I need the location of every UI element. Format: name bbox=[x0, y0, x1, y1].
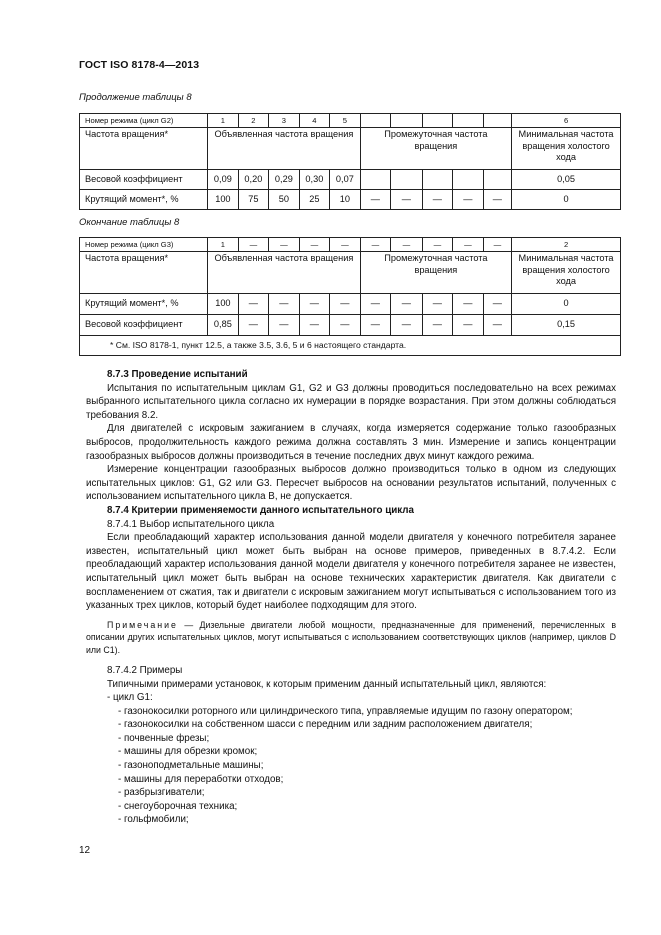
torque-cell: — bbox=[453, 190, 484, 210]
torque-cell: 25 bbox=[299, 190, 330, 210]
document-header: ГОСТ ISO 8178-4—2013 bbox=[79, 59, 200, 71]
mode-cell: — bbox=[238, 238, 269, 252]
torque-label: Крутящий момент*, % bbox=[80, 294, 208, 315]
torque-cell: — bbox=[391, 294, 423, 315]
weight-cell: — bbox=[238, 315, 269, 336]
table-g2 bbox=[79, 113, 621, 210]
mode-cell: — bbox=[483, 238, 511, 252]
torque-cell: — bbox=[360, 190, 391, 210]
speed-min: Минимальная частота вращения холостого хода bbox=[512, 252, 621, 294]
weight-cell: 0,20 bbox=[238, 170, 269, 190]
weight-cell: 0,29 bbox=[269, 170, 300, 190]
mode-label: Номер режима (цикл G3) bbox=[80, 238, 208, 252]
weight-cell: 0,30 bbox=[299, 170, 330, 190]
torque-cell: 100 bbox=[208, 190, 239, 210]
section-title: 8.7.4 Критерии применяемости данного испытательного цикла bbox=[107, 504, 414, 516]
weight-cell bbox=[453, 170, 484, 190]
table-g3 bbox=[79, 237, 621, 356]
speed-label: Частота вращения* bbox=[80, 128, 208, 170]
empty-cell bbox=[453, 114, 484, 128]
list-item: - разбрызгиватели; bbox=[118, 787, 205, 799]
weight-label: Весовой коэффициент bbox=[80, 315, 208, 336]
torque-cell: 10 bbox=[330, 190, 361, 210]
weight-cell: 0,05 bbox=[512, 170, 621, 190]
torque-cell: — bbox=[360, 294, 391, 315]
weight-cell bbox=[391, 170, 423, 190]
table-footnote: * См. ISO 8178-1, пункт 12.5, а также 3.5, 3.6, 5 и 6 настоящего стандарта. bbox=[80, 336, 621, 356]
weight-cell: — bbox=[422, 315, 453, 336]
paragraph: Испытания по испытательным циклам G1, G2 и G3 должны проводиться последовательно на всех режимах выбранного испытательного цикла согласно их нумерации в порядке возрастания. При этом должны соблюдаться требования 8.2. bbox=[86, 382, 616, 421]
weight-cell: 0,15 bbox=[512, 315, 621, 336]
page-number: 12 bbox=[79, 845, 91, 856]
mode-cell: — bbox=[391, 238, 423, 252]
paragraph: Если преобладающий характер использования данной модели двигателя у конечного потребителя заранее известен, испытательный цикл может быть выбран на основе примеров, приведенных в 8.7.4.2. Если преобладающий характер использования данной модели двигателя у конечного потребителя заранее не известен, испытательный цикл может быть выбран на основе технических характеристик двигателя. Как двигатели с воспламенением от сжатия, так и двигатели с искровым зажиганием могут испытываться с использованием того из указанных трех циклов, который будет наиболее подходящим для этого. bbox=[86, 532, 616, 612]
weight-cell: 0,07 bbox=[330, 170, 361, 190]
list-item: - цикл G1: bbox=[107, 692, 153, 704]
torque-cell: — bbox=[483, 190, 511, 210]
weight-cell: 0,85 bbox=[208, 315, 239, 336]
section-title: 8.7.3 Проведение испытаний bbox=[107, 369, 248, 380]
example-list bbox=[86, 691, 616, 827]
mode-cell: 3 bbox=[269, 114, 300, 128]
mode-cell: 2 bbox=[238, 114, 269, 128]
torque-cell: 50 bbox=[269, 190, 300, 210]
weight-cell: — bbox=[330, 315, 361, 336]
mode-cell: 4 bbox=[299, 114, 330, 128]
empty-cell bbox=[422, 114, 453, 128]
mode-cell: 2 bbox=[512, 238, 621, 252]
table-caption: Продолжение таблицы 8 bbox=[79, 92, 192, 103]
list-item: - газоноподметальные машины; bbox=[118, 760, 264, 772]
list-item: - газонокосилки на собственном шасси с передним или задним расположением двигателя; bbox=[118, 719, 533, 731]
subsection-title: 8.7.4.2 Примеры bbox=[107, 664, 183, 676]
mode-cell: 5 bbox=[330, 114, 361, 128]
torque-cell: — bbox=[238, 294, 269, 315]
mode-label: Номер режима (цикл G2) bbox=[80, 114, 208, 128]
table-caption: Окончание таблицы 8 bbox=[79, 217, 180, 228]
speed-label: Частота вращения* bbox=[80, 252, 208, 294]
weight-cell bbox=[422, 170, 453, 190]
paragraph: Измерение концентрации газообразных выбросов должно производиться только в одном из следующих испытательных циклов: G1, G2 или G3. Пересчет выбросов на основании результатов испытаний, полученных с использованием испытательного цикла В, не допускается. bbox=[86, 464, 616, 503]
note-text: — Дизельные двигатели любой мощности, предназначенные для применений, перечисленных в описании других испытательных циклов, могут испытываться с использованием соответствующих циклов (например, циклов D или C1). bbox=[86, 619, 616, 655]
list-item: - газонокосилки роторного или цилиндрического типа, управляемые идущим по газону оператором; bbox=[118, 705, 573, 717]
speed-intermediate: Промежуточная частота вращения bbox=[360, 128, 511, 170]
torque-cell: — bbox=[391, 190, 423, 210]
torque-cell: 100 bbox=[208, 294, 239, 315]
speed-min: Минимальная частота вращения холостого хода bbox=[512, 128, 621, 170]
weight-cell: — bbox=[360, 315, 391, 336]
note-label: Примечание bbox=[107, 619, 178, 630]
mode-cell: — bbox=[453, 238, 484, 252]
weight-cell: 0,09 bbox=[208, 170, 239, 190]
list-item: - почвенные фрезы; bbox=[118, 732, 210, 744]
torque-label: Крутящий момент*, % bbox=[80, 190, 208, 210]
weight-cell: — bbox=[483, 315, 511, 336]
empty-cell bbox=[483, 114, 511, 128]
empty-cell bbox=[360, 114, 391, 128]
weight-cell: — bbox=[391, 315, 423, 336]
mode-cell: 1 bbox=[208, 114, 239, 128]
speed-declared: Объявленная частота вращения bbox=[208, 128, 361, 170]
empty-cell bbox=[391, 114, 423, 128]
mode-cell: — bbox=[360, 238, 391, 252]
paragraph: Для двигателей с искровым зажиганием в случаях, когда измеряется содержание только газообразных выбросов, продолжительность каждого режима должна составлять 3 мин. Измерение и запись концентрации газообразных выбросов должны производиться в течение последних двух минут каждого режима. bbox=[86, 423, 616, 462]
weight-cell: — bbox=[299, 315, 330, 336]
torque-cell: — bbox=[299, 294, 330, 315]
mode-cell: 1 bbox=[208, 238, 239, 252]
subsection-title: 8.7.4.1 Выбор испытательного цикла bbox=[107, 518, 275, 530]
torque-cell: 0 bbox=[512, 190, 621, 210]
mode-cell: — bbox=[299, 238, 330, 252]
torque-cell: 75 bbox=[238, 190, 269, 210]
weight-cell bbox=[360, 170, 391, 190]
mode-cell: — bbox=[330, 238, 361, 252]
list-item: - снегоуборочная техника; bbox=[118, 800, 238, 812]
list-item: - машины для обрезки кромок; bbox=[118, 746, 258, 758]
weight-cell: — bbox=[453, 315, 484, 336]
speed-intermediate: Промежуточная частота вращения bbox=[360, 252, 511, 294]
mode-cell: — bbox=[422, 238, 453, 252]
weight-cell: — bbox=[269, 315, 300, 336]
weight-cell bbox=[483, 170, 511, 190]
torque-cell: — bbox=[330, 294, 361, 315]
speed-declared: Объявленная частота вращения bbox=[208, 252, 361, 294]
torque-cell: — bbox=[453, 294, 484, 315]
mode-cell: 6 bbox=[512, 114, 621, 128]
list-item: - гольфмобили; bbox=[118, 814, 189, 826]
note bbox=[86, 619, 616, 656]
paragraph: Типичными примерами установок, к которым применим данный испытательный цикл, являются: bbox=[107, 678, 547, 690]
torque-cell: 0 bbox=[512, 294, 621, 315]
torque-cell: — bbox=[483, 294, 511, 315]
torque-cell: — bbox=[422, 190, 453, 210]
list-item: - машины для переработки отходов; bbox=[118, 773, 284, 785]
body-text bbox=[86, 368, 616, 827]
mode-cell: — bbox=[269, 238, 300, 252]
torque-cell: — bbox=[422, 294, 453, 315]
torque-cell: — bbox=[269, 294, 300, 315]
weight-label: Весовой коэффициент bbox=[80, 170, 208, 190]
